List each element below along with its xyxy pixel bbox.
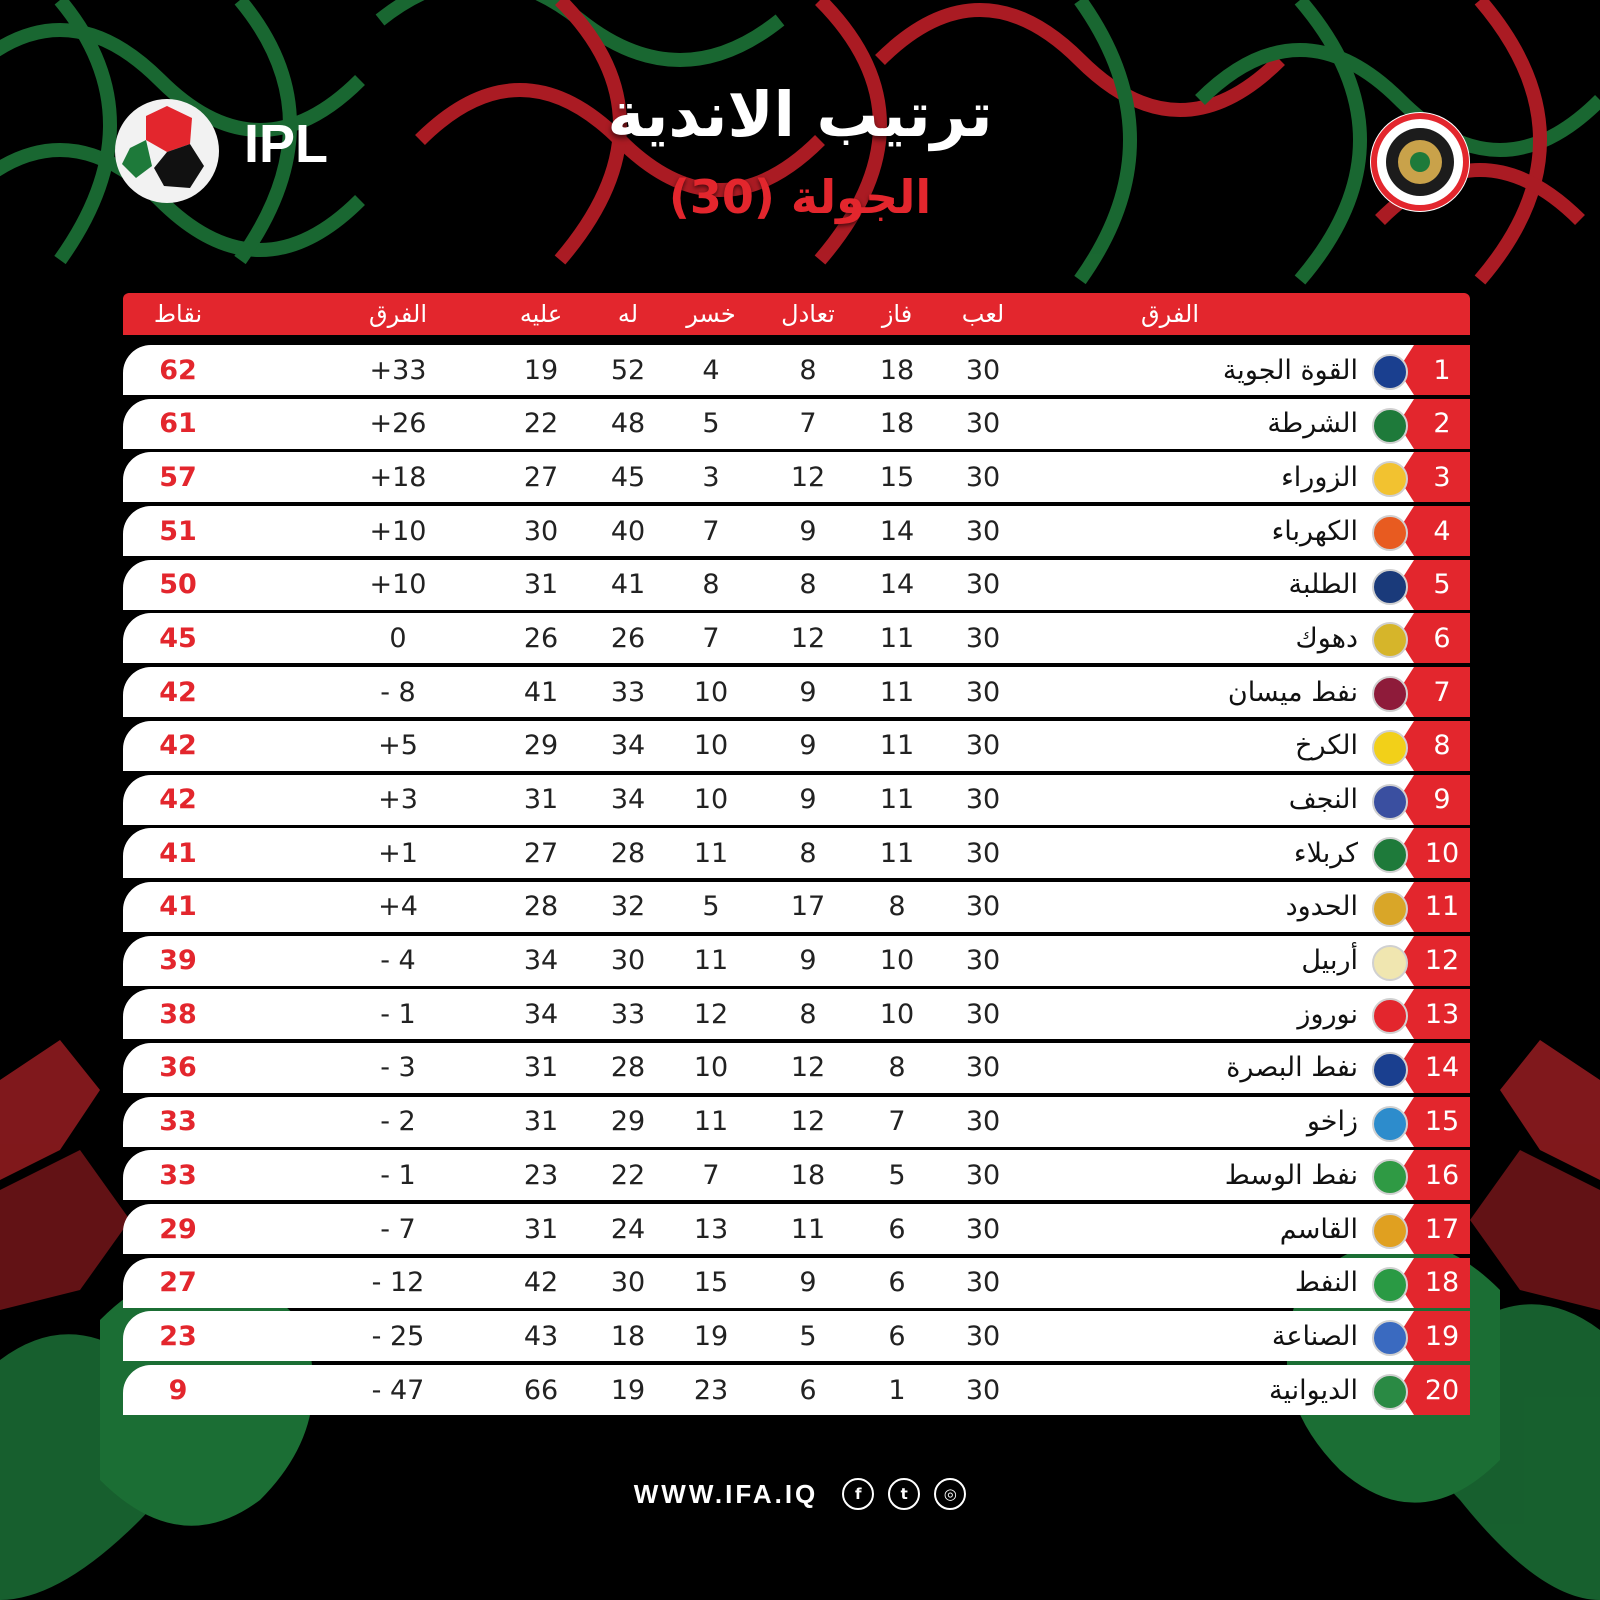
- team-badge-icon: [1372, 354, 1408, 390]
- col-goals-against: عليه: [519, 300, 563, 328]
- goal-diff-cell: - 7: [380, 1213, 416, 1245]
- played-cell: 30: [965, 569, 1001, 601]
- played-cell: 30: [965, 891, 1001, 923]
- rank-cell: 1: [1414, 345, 1470, 395]
- won-cell: 14: [879, 515, 915, 547]
- drawn-cell: 7: [799, 408, 817, 440]
- lost-cell: 7: [702, 622, 720, 654]
- rank-cell: 8: [1414, 721, 1470, 771]
- drawn-cell: 5: [799, 1320, 817, 1352]
- table-row: [123, 1365, 1470, 1415]
- table-row: [123, 1204, 1470, 1254]
- goals-against-cell: 26: [523, 622, 559, 654]
- team-name: النجف: [1288, 784, 1358, 815]
- goals-for-cell: 28: [610, 1052, 646, 1084]
- points-cell: 9: [168, 1374, 188, 1406]
- table-row: [123, 452, 1470, 502]
- table-row: [123, 828, 1470, 878]
- team-badge-icon: [1372, 1106, 1408, 1142]
- table-row: [123, 399, 1470, 449]
- won-cell: 11: [879, 622, 915, 654]
- lost-cell: 10: [693, 730, 729, 762]
- goals-for-cell: 32: [610, 891, 646, 923]
- team-badge-icon: [1372, 1374, 1408, 1410]
- points-cell: 41: [159, 891, 197, 923]
- lost-cell: 4: [702, 354, 720, 386]
- team-badge-icon: [1372, 998, 1408, 1034]
- played-cell: 30: [965, 784, 1001, 815]
- goal-diff-cell: 0: [389, 622, 407, 654]
- won-cell: 11: [879, 784, 915, 815]
- instagram-icon[interactable]: ◎: [934, 1478, 966, 1510]
- played-cell: 30: [965, 1374, 1001, 1406]
- goals-against-cell: 23: [523, 1159, 559, 1191]
- goals-for-cell: 34: [610, 784, 646, 815]
- team-badge-icon: [1372, 784, 1408, 820]
- goals-against-cell: 28: [523, 891, 559, 923]
- goals-against-cell: 31: [523, 569, 559, 601]
- goals-against-cell: 34: [523, 945, 559, 977]
- team-name: الصناعة: [1271, 1320, 1358, 1352]
- goals-against-cell: 42: [523, 1267, 559, 1299]
- played-cell: 30: [965, 998, 1001, 1030]
- points-cell: 61: [159, 408, 197, 440]
- won-cell: 8: [888, 891, 906, 923]
- goals-for-cell: 30: [610, 945, 646, 977]
- facebook-icon[interactable]: f: [842, 1478, 874, 1510]
- ipl-logo-text: IPL: [244, 114, 329, 174]
- points-cell: 51: [159, 515, 197, 547]
- lost-cell: 5: [702, 408, 720, 440]
- goal-diff-cell: +10: [369, 569, 427, 601]
- col-won: فاز: [881, 300, 913, 328]
- points-cell: 29: [159, 1213, 197, 1245]
- team-name: نفط البصرة: [1226, 1052, 1358, 1084]
- team-badge-icon: [1372, 1052, 1408, 1088]
- drawn-cell: 9: [799, 945, 817, 977]
- won-cell: 10: [879, 998, 915, 1030]
- twitter-icon[interactable]: t: [888, 1478, 920, 1510]
- goals-for-cell: 18: [610, 1320, 646, 1352]
- drawn-cell: 17: [790, 891, 826, 923]
- played-cell: 30: [965, 1159, 1001, 1191]
- goals-for-cell: 22: [610, 1159, 646, 1191]
- points-cell: 45: [159, 622, 197, 654]
- goals-against-cell: 29: [523, 730, 559, 762]
- drawn-cell: 9: [799, 784, 817, 815]
- won-cell: 10: [879, 945, 915, 977]
- goals-against-cell: 31: [523, 1052, 559, 1084]
- col-points: نقاط: [153, 300, 203, 328]
- goals-against-cell: 31: [523, 1106, 559, 1138]
- played-cell: 30: [965, 945, 1001, 977]
- points-cell: 33: [159, 1159, 197, 1191]
- played-cell: 30: [965, 515, 1001, 547]
- points-cell: 41: [159, 837, 197, 869]
- won-cell: 15: [879, 461, 915, 493]
- team-badge-icon: [1372, 1267, 1408, 1303]
- rank-cell: 12: [1414, 936, 1470, 986]
- goals-against-cell: 43: [523, 1320, 559, 1352]
- goals-against-cell: 22: [523, 408, 559, 440]
- goals-against-cell: 41: [523, 676, 559, 708]
- goals-for-cell: 33: [610, 998, 646, 1030]
- drawn-cell: 8: [799, 837, 817, 869]
- lost-cell: 11: [693, 837, 729, 869]
- lost-cell: 12: [693, 998, 729, 1030]
- rank-cell: 6: [1414, 613, 1470, 663]
- team-badge-icon: [1372, 730, 1408, 766]
- goal-diff-cell: +4: [378, 891, 418, 923]
- table-row: [123, 560, 1470, 610]
- table-row: [123, 613, 1470, 663]
- goal-diff-cell: +3: [378, 784, 418, 815]
- team-badge-icon: [1372, 837, 1408, 873]
- won-cell: 14: [879, 569, 915, 601]
- table-row: [123, 1097, 1470, 1147]
- drawn-cell: 18: [790, 1159, 826, 1191]
- table-row: [123, 506, 1470, 556]
- team-name: الحدود: [1285, 891, 1358, 923]
- goals-for-cell: 45: [610, 461, 646, 493]
- played-cell: 30: [965, 1213, 1001, 1245]
- drawn-cell: 8: [799, 998, 817, 1030]
- lost-cell: 8: [702, 569, 720, 601]
- team-badge-icon: [1372, 676, 1408, 712]
- drawn-cell: 9: [799, 730, 817, 762]
- goals-against-cell: 31: [523, 1213, 559, 1245]
- goals-for-cell: 30: [610, 1267, 646, 1299]
- goals-for-cell: 33: [610, 676, 646, 708]
- lost-cell: 7: [702, 515, 720, 547]
- rank-cell: 16: [1414, 1150, 1470, 1200]
- lost-cell: 13: [693, 1213, 729, 1245]
- table-row: [123, 1311, 1470, 1361]
- team-badge-icon: [1372, 569, 1408, 605]
- points-cell: 42: [159, 676, 197, 708]
- goals-for-cell: 26: [610, 622, 646, 654]
- table-row: [123, 989, 1470, 1039]
- lost-cell: 5: [702, 891, 720, 923]
- team-name: القوة الجوية: [1222, 354, 1358, 386]
- drawn-cell: 11: [790, 1213, 826, 1245]
- team-name: زاخو: [1306, 1106, 1358, 1138]
- rank-cell: 19: [1414, 1311, 1470, 1361]
- lost-cell: 10: [693, 784, 729, 815]
- drawn-cell: 8: [799, 569, 817, 601]
- drawn-cell: 6: [799, 1374, 817, 1406]
- goals-against-cell: 31: [523, 784, 559, 815]
- goal-diff-cell: - 2: [380, 1106, 416, 1138]
- table-row: [123, 775, 1470, 825]
- drawn-cell: 9: [799, 1267, 817, 1299]
- team-name: النفط: [1294, 1267, 1358, 1299]
- won-cell: 11: [879, 730, 915, 762]
- team-name: نفط الوسط: [1224, 1159, 1358, 1191]
- points-cell: 50: [159, 569, 197, 601]
- goals-against-cell: 30: [523, 515, 559, 547]
- points-cell: 33: [159, 1106, 197, 1138]
- lost-cell: 7: [702, 1159, 720, 1191]
- col-played: لعب: [961, 300, 1005, 328]
- rank-cell: 2: [1414, 399, 1470, 449]
- lost-cell: 11: [693, 945, 729, 977]
- rank-cell: 3: [1414, 452, 1470, 502]
- lost-cell: 10: [693, 1052, 729, 1084]
- points-cell: 38: [159, 998, 197, 1030]
- goals-for-cell: 48: [610, 408, 646, 440]
- goal-diff-cell: - 25: [371, 1320, 425, 1352]
- table-row: [123, 667, 1470, 717]
- table-row: [123, 1258, 1470, 1308]
- goal-diff-cell: +5: [378, 730, 418, 762]
- points-cell: 27: [159, 1267, 197, 1299]
- rank-cell: 5: [1414, 560, 1470, 610]
- points-cell: 42: [159, 784, 197, 815]
- goals-against-cell: 19: [523, 354, 559, 386]
- goal-diff-cell: - 1: [380, 998, 416, 1030]
- goal-diff-cell: +26: [369, 408, 427, 440]
- goals-against-cell: 27: [523, 837, 559, 869]
- team-name: القاسم: [1279, 1213, 1358, 1245]
- points-cell: 23: [159, 1320, 197, 1352]
- goals-for-cell: 34: [610, 730, 646, 762]
- team-name: كربلاء: [1293, 837, 1358, 869]
- col-drawn: تعادل: [781, 300, 835, 328]
- played-cell: 30: [965, 461, 1001, 493]
- goal-diff-cell: +10: [369, 515, 427, 547]
- goal-diff-cell: +18: [369, 461, 427, 493]
- goals-for-cell: 52: [610, 354, 646, 386]
- won-cell: 11: [879, 837, 915, 869]
- points-cell: 42: [159, 730, 197, 762]
- team-name: الديوانية: [1268, 1374, 1358, 1406]
- team-name: نفط ميسان: [1227, 676, 1358, 708]
- table-row: [123, 1043, 1470, 1093]
- played-cell: 30: [965, 408, 1001, 440]
- team-name: الكهرباء: [1271, 515, 1358, 547]
- col-goals-for: له: [617, 300, 639, 328]
- table-header: [123, 293, 1470, 335]
- footer: [0, 1478, 1600, 1510]
- lost-cell: 10: [693, 676, 729, 708]
- rank-cell: 18: [1414, 1258, 1470, 1308]
- team-badge-icon: [1372, 945, 1408, 981]
- goal-diff-cell: - 1: [380, 1159, 416, 1191]
- drawn-cell: 9: [799, 676, 817, 708]
- table-row: [123, 1150, 1470, 1200]
- col-goal-diff: الفرق: [369, 300, 427, 328]
- drawn-cell: 9: [799, 515, 817, 547]
- drawn-cell: 12: [790, 1106, 826, 1138]
- website-link[interactable]: WWW.IFA.IQ: [633, 1478, 819, 1509]
- won-cell: 18: [879, 408, 915, 440]
- team-name: الكرخ: [1295, 730, 1358, 762]
- table-row: [123, 936, 1470, 986]
- table-row: [123, 882, 1470, 932]
- table-row: [123, 721, 1470, 771]
- won-cell: 6: [888, 1267, 906, 1299]
- goals-for-cell: 40: [610, 515, 646, 547]
- played-cell: 30: [965, 837, 1001, 869]
- team-name: أربيل: [1301, 945, 1358, 977]
- goal-diff-cell: +1: [378, 837, 418, 869]
- played-cell: 30: [965, 730, 1001, 762]
- played-cell: 30: [965, 1320, 1001, 1352]
- team-badge-icon: [1372, 1213, 1408, 1249]
- points-cell: 62: [159, 354, 197, 386]
- lost-cell: 23: [693, 1374, 729, 1406]
- goal-diff-cell: +33: [369, 354, 427, 386]
- team-name: الشرطة: [1267, 408, 1358, 440]
- played-cell: 30: [965, 1267, 1001, 1299]
- points-cell: 36: [159, 1052, 197, 1084]
- team-name: نوروز: [1297, 998, 1358, 1030]
- rank-cell: 11: [1414, 882, 1470, 932]
- team-badge-icon: [1372, 891, 1408, 927]
- goal-diff-cell: - 4: [380, 945, 416, 977]
- played-cell: 30: [965, 1052, 1001, 1084]
- won-cell: 8: [888, 1052, 906, 1084]
- rank-cell: 13: [1414, 989, 1470, 1039]
- goals-against-cell: 34: [523, 998, 559, 1030]
- goals-against-cell: 27: [523, 461, 559, 493]
- points-cell: 57: [159, 461, 197, 493]
- rank-cell: 15: [1414, 1097, 1470, 1147]
- lost-cell: 11: [693, 1106, 729, 1138]
- page-title: ترتيب الاندية: [607, 78, 993, 151]
- played-cell: 30: [965, 622, 1001, 654]
- won-cell: 6: [888, 1213, 906, 1245]
- rank-cell: 17: [1414, 1204, 1470, 1254]
- goal-diff-cell: - 3: [380, 1052, 416, 1084]
- rank-cell: 4: [1414, 506, 1470, 556]
- rank-cell: 14: [1414, 1043, 1470, 1093]
- goal-diff-cell: - 47: [371, 1374, 425, 1406]
- team-badge-icon: [1372, 515, 1408, 551]
- played-cell: 30: [965, 1106, 1001, 1138]
- team-badge-icon: [1372, 408, 1408, 444]
- standings-table: [123, 293, 1470, 1419]
- lost-cell: 15: [693, 1267, 729, 1299]
- lost-cell: 3: [702, 461, 720, 493]
- goals-for-cell: 19: [610, 1374, 646, 1406]
- won-cell: 6: [888, 1320, 906, 1352]
- won-cell: 18: [879, 354, 915, 386]
- col-lost: خسر: [686, 300, 736, 328]
- drawn-cell: 12: [790, 461, 826, 493]
- goals-for-cell: 41: [610, 569, 646, 601]
- team-name: الزوراء: [1281, 461, 1358, 493]
- won-cell: 11: [879, 676, 915, 708]
- drawn-cell: 8: [799, 354, 817, 386]
- rank-cell: 20: [1414, 1365, 1470, 1415]
- col-team: الفرق: [1141, 300, 1199, 328]
- lost-cell: 19: [693, 1320, 729, 1352]
- won-cell: 5: [888, 1159, 906, 1191]
- points-cell: 39: [159, 945, 197, 977]
- won-cell: 7: [888, 1106, 906, 1138]
- rank-cell: 10: [1414, 828, 1470, 878]
- goals-against-cell: 66: [523, 1374, 559, 1406]
- goals-for-cell: 29: [610, 1106, 646, 1138]
- table-body: [123, 345, 1470, 1415]
- team-name: دهوك: [1295, 622, 1358, 654]
- goal-diff-cell: - 8: [380, 676, 416, 708]
- round-subtitle: الجولة (30): [668, 170, 932, 224]
- played-cell: 30: [965, 676, 1001, 708]
- rank-cell: 9: [1414, 775, 1470, 825]
- won-cell: 1: [888, 1374, 906, 1406]
- goals-for-cell: 24: [610, 1213, 646, 1245]
- table-row: [123, 345, 1470, 395]
- drawn-cell: 12: [790, 622, 826, 654]
- goals-for-cell: 28: [610, 837, 646, 869]
- team-name: الطلبة: [1288, 569, 1358, 601]
- goal-diff-cell: - 12: [371, 1267, 425, 1299]
- played-cell: 30: [965, 354, 1001, 386]
- rank-cell: 7: [1414, 667, 1470, 717]
- drawn-cell: 12: [790, 1052, 826, 1084]
